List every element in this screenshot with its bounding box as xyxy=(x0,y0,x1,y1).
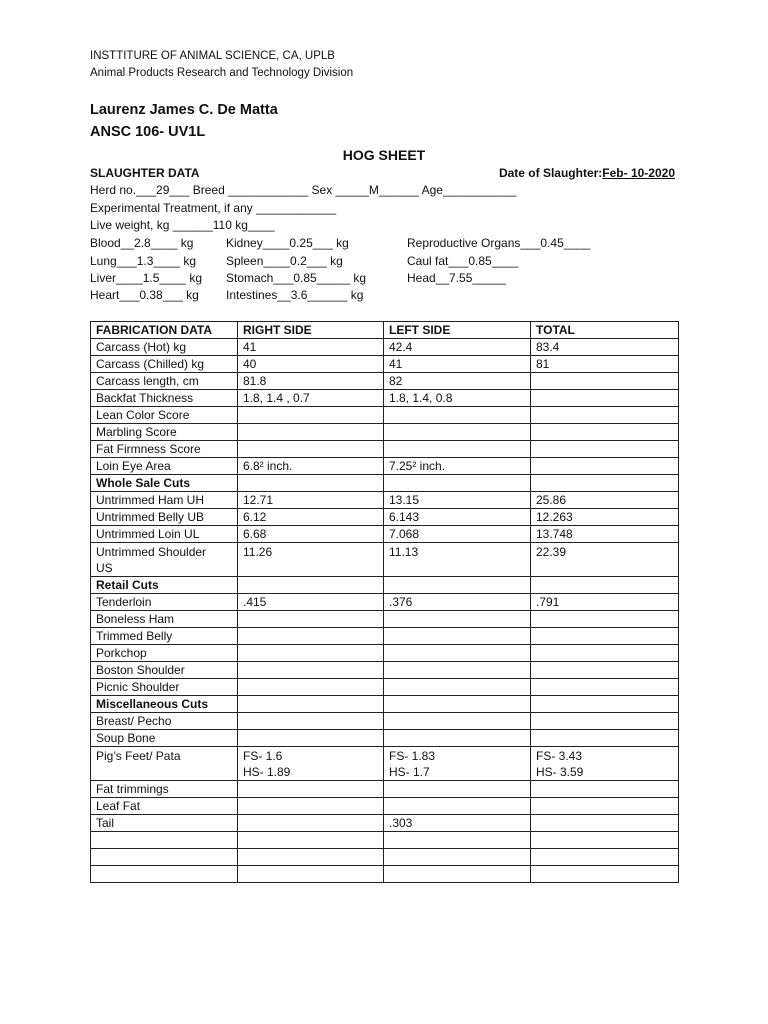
table-row xyxy=(91,611,679,628)
right-side-value xyxy=(238,407,384,424)
left-side-value: 6.143 xyxy=(384,509,531,526)
institute-name: INSTTITURE OF ANIMAL SCIENCE, CA, UPLB xyxy=(90,50,335,62)
row-label xyxy=(91,832,238,849)
row-label: Carcass (Chilled) kg xyxy=(91,356,238,373)
right-side-value: FS- 1.6 HS- 1.89 xyxy=(238,747,384,781)
sheet-title: HOG SHEET xyxy=(342,147,426,163)
table-row xyxy=(91,662,679,679)
row-label xyxy=(91,866,238,883)
row-label: Untrimmed Belly UB xyxy=(91,509,238,526)
right-side-value xyxy=(238,730,384,747)
right-side-value xyxy=(238,815,384,832)
date-value: Feb- 10-2020 xyxy=(602,166,675,180)
row-label xyxy=(91,849,238,866)
table-row xyxy=(91,543,679,577)
row-label: Untrimmed Shoulder US xyxy=(91,543,238,577)
left-side-value: 82 xyxy=(384,373,531,390)
table-row xyxy=(91,424,679,441)
total-value xyxy=(531,645,679,662)
row-label: Soup Bone xyxy=(91,730,238,747)
organ-intestines: Intestines__3.6______ kg xyxy=(226,288,364,302)
header-right-side: RIGHT SIDE xyxy=(238,322,384,339)
total-value: 81 xyxy=(531,356,679,373)
table-row xyxy=(91,798,679,815)
row-label: Pig’s Feet/ Pata xyxy=(91,747,238,781)
table-section-row xyxy=(91,577,679,594)
table-row xyxy=(91,356,679,373)
total-value: 25.86 xyxy=(531,492,679,509)
table-row xyxy=(91,458,679,475)
organ-kidney: Kidney____0.25___ kg xyxy=(226,236,349,250)
total-value xyxy=(531,611,679,628)
table-row xyxy=(91,526,679,543)
table-row xyxy=(91,747,679,781)
total-value: 13.748 xyxy=(531,526,679,543)
row-label: Tenderloin xyxy=(91,594,238,611)
table-row xyxy=(91,781,679,798)
table-row xyxy=(91,390,679,407)
table-row xyxy=(91,339,679,356)
table-section-row xyxy=(91,696,679,713)
row-label: Trimmed Belly xyxy=(91,628,238,645)
row-label: Breast/ Pecho xyxy=(91,713,238,730)
total-value: FS- 3.43 HS- 3.59 xyxy=(531,747,679,781)
row-label: Picnic Shoulder xyxy=(91,679,238,696)
total-value xyxy=(531,407,679,424)
left-side-value: .376 xyxy=(384,594,531,611)
total-value xyxy=(531,832,679,849)
organ-reproductive: Reproductive Organs___0.45____ xyxy=(407,236,591,250)
left-side-value xyxy=(384,577,531,594)
left-side-value xyxy=(384,424,531,441)
left-side-value xyxy=(384,866,531,883)
organ-lung: Lung___1.3____ kg xyxy=(90,254,197,268)
right-side-value xyxy=(238,441,384,458)
left-side-value: 7.25² inch. xyxy=(384,458,531,475)
organ-head: Head__7.55_____ xyxy=(407,271,506,285)
left-side-value xyxy=(384,662,531,679)
slaughter-data-heading: SLAUGHTER DATA xyxy=(90,166,200,180)
table-row xyxy=(91,509,679,526)
total-value xyxy=(531,679,679,696)
left-side-value: 1.8, 1.4, 0.8 xyxy=(384,390,531,407)
right-side-value xyxy=(238,866,384,883)
organ-blood: Blood__2.8____ kg xyxy=(90,236,194,250)
row-label: Miscellaneous Cuts xyxy=(91,696,238,713)
total-value xyxy=(531,781,679,798)
right-side-value xyxy=(238,849,384,866)
table-section-row xyxy=(91,475,679,492)
row-label: Boston Shoulder xyxy=(91,662,238,679)
right-side-value xyxy=(238,628,384,645)
row-label: Carcass (Hot) kg xyxy=(91,339,238,356)
header-total: TOTAL xyxy=(531,322,679,339)
left-side-value xyxy=(384,696,531,713)
table-row xyxy=(91,730,679,747)
right-side-value: 81.8 xyxy=(238,373,384,390)
right-side-value xyxy=(238,645,384,662)
left-side-value: 13.15 xyxy=(384,492,531,509)
row-label: Tail xyxy=(91,815,238,832)
left-side-value xyxy=(384,832,531,849)
date-of-slaughter xyxy=(499,166,675,180)
total-value xyxy=(531,475,679,492)
right-side-value: 6.12 xyxy=(238,509,384,526)
row-label: Retail Cuts xyxy=(91,577,238,594)
row-label: Untrimmed Ham UH xyxy=(91,492,238,509)
total-value: 22.39 xyxy=(531,543,679,577)
table-row xyxy=(91,832,679,849)
left-side-value xyxy=(384,407,531,424)
left-side-value xyxy=(384,679,531,696)
organ-spleen: Spleen____0.2___ kg xyxy=(226,254,343,268)
total-value: .791 xyxy=(531,594,679,611)
left-side-value xyxy=(384,730,531,747)
row-label: Lean Color Score xyxy=(91,407,238,424)
left-side-value: 11.13 xyxy=(384,543,531,577)
treatment-line: Experimental Treatment, if any ____________ xyxy=(90,201,337,215)
division-name: Animal Products Research and Technology Division xyxy=(90,67,354,79)
row-label: Untrimmed Loin UL xyxy=(91,526,238,543)
table-row xyxy=(91,815,679,832)
total-value xyxy=(531,373,679,390)
table-row xyxy=(91,679,679,696)
total-value xyxy=(531,577,679,594)
left-side-value xyxy=(384,781,531,798)
fabrication-table-body xyxy=(91,339,679,883)
left-side-value: 42.4 xyxy=(384,339,531,356)
right-side-value xyxy=(238,781,384,798)
total-value xyxy=(531,628,679,645)
total-value xyxy=(531,849,679,866)
total-value xyxy=(531,662,679,679)
right-side-value xyxy=(238,662,384,679)
left-side-value xyxy=(384,713,531,730)
total-value xyxy=(531,458,679,475)
table-row xyxy=(91,594,679,611)
total-value xyxy=(531,390,679,407)
row-label: Porkchop xyxy=(91,645,238,662)
organ-stomach: Stomach___0.85_____ kg xyxy=(226,271,367,285)
right-side-value xyxy=(238,696,384,713)
total-value xyxy=(531,713,679,730)
right-side-value: 6.68 xyxy=(238,526,384,543)
left-side-value: FS- 1.83 HS- 1.7 xyxy=(384,747,531,781)
table-row xyxy=(91,713,679,730)
student-name: Laurenz James C. De Matta xyxy=(90,102,278,118)
left-side-value: 41 xyxy=(384,356,531,373)
total-value xyxy=(531,730,679,747)
organ-heart: Heart___0.38___ kg xyxy=(90,288,199,302)
row-label: Backfat Thickness xyxy=(91,390,238,407)
right-side-value xyxy=(238,475,384,492)
row-label: Leaf Fat xyxy=(91,798,238,815)
table-row xyxy=(91,492,679,509)
total-value xyxy=(531,866,679,883)
header-left-side: LEFT SIDE xyxy=(384,322,531,339)
fabrication-table xyxy=(90,321,679,883)
herd-info-line: Herd no.___29___ Breed ____________ Sex _____M______ Age___________ xyxy=(90,183,517,197)
row-label: Whole Sale Cuts xyxy=(91,475,238,492)
total-value xyxy=(531,798,679,815)
row-label: Fat Firmness Score xyxy=(91,441,238,458)
right-side-value: 40 xyxy=(238,356,384,373)
left-side-value xyxy=(384,628,531,645)
row-label: Boneless Ham xyxy=(91,611,238,628)
organ-liver: Liver____1.5____ kg xyxy=(90,271,203,285)
right-side-value: 41 xyxy=(238,339,384,356)
left-side-value xyxy=(384,849,531,866)
table-row xyxy=(91,373,679,390)
table-row xyxy=(91,628,679,645)
table-row xyxy=(91,407,679,424)
total-value xyxy=(531,424,679,441)
left-side-value xyxy=(384,798,531,815)
left-side-value: 7.068 xyxy=(384,526,531,543)
row-label: Carcass length, cm xyxy=(91,373,238,390)
right-side-value xyxy=(238,611,384,628)
table-row xyxy=(91,645,679,662)
live-weight-line: Live weight, kg ______110 kg____ xyxy=(90,218,275,232)
organ-caul-fat: Caul fat___0.85____ xyxy=(407,254,519,268)
table-row xyxy=(91,866,679,883)
table-row xyxy=(91,849,679,866)
right-side-value: 11.26 xyxy=(238,543,384,577)
left-side-value xyxy=(384,645,531,662)
total-value: 83.4 xyxy=(531,339,679,356)
total-value xyxy=(531,441,679,458)
right-side-value xyxy=(238,679,384,696)
table-row xyxy=(91,441,679,458)
right-side-value xyxy=(238,713,384,730)
right-side-value xyxy=(238,577,384,594)
row-label: Loin Eye Area xyxy=(91,458,238,475)
left-side-value: .303 xyxy=(384,815,531,832)
header-fabrication-data: FABRICATION DATA xyxy=(91,322,238,339)
row-label: Marbling Score xyxy=(91,424,238,441)
row-label: Fat trimmings xyxy=(91,781,238,798)
table-header-row xyxy=(91,322,679,339)
left-side-value xyxy=(384,475,531,492)
right-side-value: 6.8² inch. xyxy=(238,458,384,475)
right-side-value xyxy=(238,424,384,441)
left-side-value xyxy=(384,611,531,628)
right-side-value: 1.8, 1.4 , 0.7 xyxy=(238,390,384,407)
right-side-value xyxy=(238,832,384,849)
total-value: 12.263 xyxy=(531,509,679,526)
course-code: ANSC 106- UV1L xyxy=(90,124,206,140)
total-value xyxy=(531,696,679,713)
right-side-value: .415 xyxy=(238,594,384,611)
right-side-value xyxy=(238,798,384,815)
total-value xyxy=(531,815,679,832)
right-side-value: 12.71 xyxy=(238,492,384,509)
left-side-value xyxy=(384,441,531,458)
date-label: Date of Slaughter: xyxy=(498,166,603,180)
